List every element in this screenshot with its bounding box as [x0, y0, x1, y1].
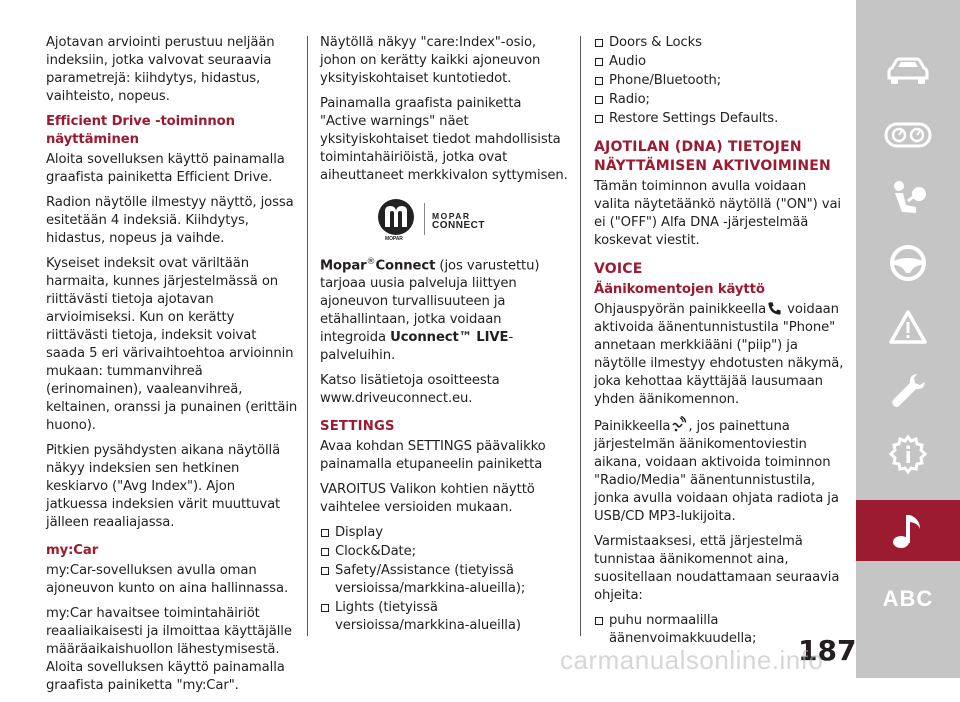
column-2 [320, 34, 570, 636]
tab-emergency[interactable] [856, 296, 960, 357]
voice-heading: VOICE [594, 261, 643, 277]
column-divider [580, 36, 581, 636]
paragraph: Pitkien pysähdysten aikana näytöllä näkyy indeksien sen hetkinen keskiarvo ("Avg Index"). Ajon jatkuessa indeksien värit muuttuvat jälleen reaaliajassa. [46, 443, 281, 530]
logo-mopar-text: MOPAR [432, 211, 471, 221]
checkbox-icon [595, 77, 603, 85]
list-item: Radio; [594, 91, 846, 109]
mycar-heading: my:Car [46, 543, 99, 558]
column-3 [594, 34, 846, 649]
paragraph: Tämän toiminnon avulla voidaan valita näytetäänkö näytöllä ("ON") vai ei ("OFF") Alfa DNA -järjestelmää koskevat viestit. [594, 179, 841, 248]
logo-connect-text: CONNECT [432, 220, 485, 231]
tab-driving[interactable] [856, 232, 960, 293]
phone-button-paragraph: Ohjauspyörän painikkeella voidaan aktivoida äänentunnistustila "Phone" annetaan merkkiääni ("piip") ja näytölle ilmestyy ehdotusten näkymä, joka kehottaa käyttäjää lausumaan yhden äänikomennon. [594, 302, 844, 407]
paragraph: Näytöllä näkyy "care:Index"-osio, johon on kerätty kaikki ajoneuvon yksityiskohtaiset kuntotiedot. [320, 35, 541, 86]
list-item: Audio [594, 53, 846, 71]
column-1 [46, 34, 298, 702]
watermark: carmanualsonline.info [560, 645, 824, 675]
efficient-drive-heading: Efficient Drive -toiminnon näyttäminen [46, 114, 235, 147]
paragraph: Ajotavan arviointi perustuu neljään indeksiin, jotka valvovat seuraavia parametrejä: kiihdytys, hidastus, vaihteisto, nopeus. [46, 35, 275, 104]
mopar-tiny-text: MOPAR [385, 236, 403, 242]
list-item: Display [320, 524, 570, 542]
list-item: Safety/Assistance (tietyissä versioissa/markkina-alueilla); [320, 562, 570, 598]
music-note-icon [890, 511, 926, 551]
paragraph: Avaa kohdan SETTINGS päävalikko painamalla etupaneelin painiketta [320, 439, 546, 473]
list-item: Phone/Bluetooth; [594, 72, 846, 90]
list-item: Clock&Date; [320, 543, 570, 561]
column-divider [307, 36, 308, 636]
tab-safety[interactable] [856, 168, 960, 229]
list-item: puhu normaalilla äänenvoimakkuudella; [594, 612, 846, 648]
paragraph: VAROITUS Valikon kohtien näyttö vaihtelee versioiden mukaan. [320, 482, 535, 516]
abc-label: ABC [882, 585, 934, 611]
paragraph: Kyseiset indeksit ovat väriltään harmaita, kunnes järjestelmässä on riittävästi tietoja ajotavan arvioimiseksi. Kun on kerätty riittävästi tietoja, indeksit voivat saada 5 eri värivaihtoehtoa arvioinnin mukaan: tummanvihreä (erinomainen), vaaleanvihreä, keltainen, oranssi ja punainen (erittäin huono). [46, 256, 298, 433]
checkbox-icon [321, 529, 329, 537]
paragraph: Katso lisätietoja osoitteesta www.driveuconnect.eu. [320, 373, 500, 407]
paragraph: my:Car havaitsee toimintahäiriöt reaaliaikaisesti ja ilmoittaa käyttäjälle määräaikaishuollon lähestymisestä. Aloita sovelluksen käyttö painamalla graafista painiketta "my:Car". [46, 606, 292, 693]
checkbox-icon [595, 96, 603, 104]
car-icon [885, 56, 931, 86]
settings-list-continued [594, 34, 846, 128]
paragraph: my:Car-sovelluksen avulla oman ajoneuvon kunto on aina hallinnassa. [46, 563, 289, 596]
tab-maintenance[interactable] [856, 360, 960, 421]
phone-icon [767, 301, 782, 316]
paragraph: Painamalla graafista painiketta "Active warnings" näet yksityiskohtaiset tiedot mahdollisista toimintahäiriöistä, jotka ovat aiheuttaneet merkkivalon syttymisen. [320, 96, 568, 183]
airbag-icon [888, 179, 928, 219]
list-item: Lights (tietyissä versioissa/markkina-alueilla) [320, 599, 570, 635]
tab-technical-data[interactable] [856, 424, 960, 485]
tab-car[interactable] [856, 40, 960, 101]
checkbox-icon [595, 617, 603, 625]
voice-command-icon [671, 416, 687, 433]
tab-dashboard[interactable] [856, 104, 960, 165]
voice-commands-heading: Äänikomentojen käyttö [594, 282, 765, 297]
gear-info-icon [887, 434, 929, 476]
dashboard-icon [884, 121, 932, 149]
paragraph: Varmistaaksesi, että järjestelmä tunnistaa äänikomennot aina, suositellaan noudattamaan seuraavia ohjeita: [594, 534, 840, 603]
paragraph: Radion näytölle ilmestyy näyttö, jossa esitetään 4 indeksiä. Kiihdytys, hidastus, nopeus ja vaihde. [46, 195, 294, 246]
checkbox-icon [595, 39, 603, 47]
mopar-connect-logo [376, 197, 506, 241]
mopar-connect-paragraph: Mopar®Connect (jos varustettu) tarjoaa uusia palveluja liittyen ajoneuvon turvallisuuteen ja etähallintaan, jotka voidaan integroida Uconnect™ LIVE-palveluihin. [320, 257, 540, 364]
tab-index[interactable] [856, 568, 960, 629]
voice-button-paragraph: Painikkeella , jos painettuna järjestelmän äänikomentoviestin aikana, voidaan aktivoida toiminnon "Radio/Media" äänentunnistustila, jonka avulla voidaan ohjata radiota ja USB/CD MP3-lukijoita. [594, 416, 846, 526]
tab-multimedia[interactable] [856, 500, 960, 561]
warning-icon [888, 309, 928, 345]
list-item: Restore Settings Defaults. [594, 110, 846, 128]
settings-list [320, 524, 570, 635]
settings-heading: SETTINGS [320, 419, 395, 435]
chapter-sidebar [856, 0, 960, 678]
checkbox-icon [595, 58, 603, 66]
dna-heading: AJOTILAN (DNA) TIETOJEN NÄYTTÄMISEN AKTIVOIMINEN [594, 139, 831, 174]
page-number: 187 [798, 634, 857, 667]
list-item: Doors & Locks [594, 34, 846, 52]
checkbox-icon [321, 548, 329, 556]
wrench-icon [888, 371, 928, 411]
paragraph: Aloita sovelluksen käyttö painamalla graafista painiketta Efficient Drive. [46, 152, 285, 185]
checkbox-icon [595, 115, 603, 123]
checkbox-icon [321, 604, 329, 612]
checkbox-icon [321, 567, 329, 575]
steering-wheel-icon [888, 243, 928, 283]
